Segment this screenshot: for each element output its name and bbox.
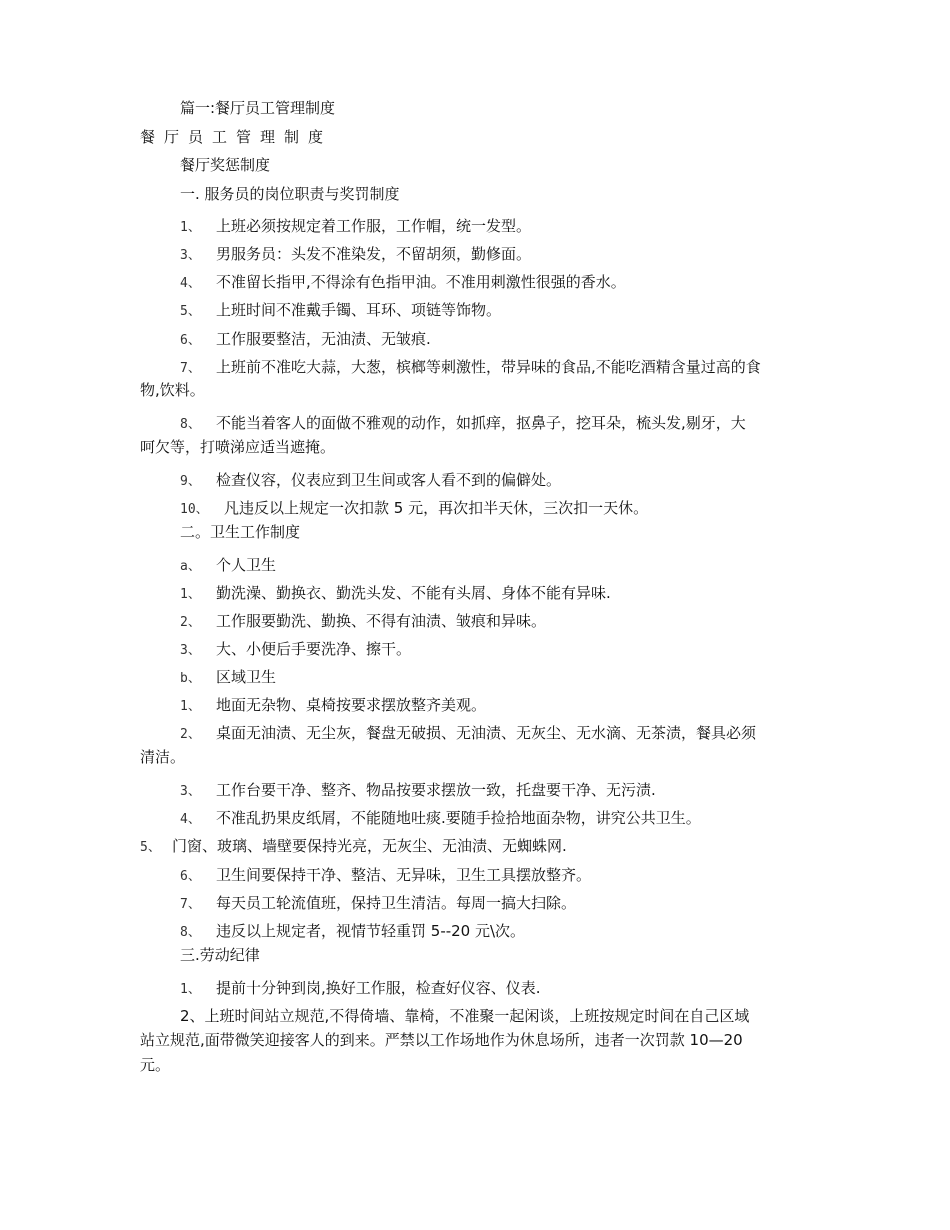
item-text: 工作服要勤洗、勤换、不得有油渍、皱痕和异味。 <box>216 612 547 630</box>
subsection-heading <box>180 667 276 689</box>
item-text: 每天员工轮流值班，保持卫生清洁。每周一搞大扫除。 <box>216 894 577 912</box>
list-item <box>180 329 431 351</box>
item-number: 4、 <box>180 276 201 291</box>
item-text: 男服务员：头发不准染发，不留胡须，勤修面。 <box>216 245 532 263</box>
item-text: 不准留长指甲,不得涂有色指甲油。不准用刺激性很强的香水。 <box>216 273 626 291</box>
item-text: 上班前不准吃大蒜，大葱，槟榔等刺激性，带异味的食品,不能吃酒精含量过高的食 <box>216 358 761 376</box>
item-number: 1、 <box>180 982 201 997</box>
document-subtitle: 餐厅奖惩制度 <box>180 156 271 174</box>
item-text: 门窗、玻璃、墙壁要保持光亮，无灰尘、无油渍、无蜘蛛网. <box>172 837 567 855</box>
item-text: 地面无杂物、桌椅按要求摆放整齐美观。 <box>216 696 487 714</box>
list-item <box>180 921 525 943</box>
list-item <box>180 583 611 605</box>
list-item <box>180 300 501 322</box>
item-number: 1、 <box>180 220 201 235</box>
item-number: 8、 <box>180 417 201 432</box>
subsection-heading <box>180 555 276 577</box>
item-number: 2、 <box>180 727 201 742</box>
list-item-continuation: 呵欠等，打喷涕应适当遮掩。 <box>140 438 336 456</box>
list-item-continuation: 物,饮料。 <box>140 381 205 399</box>
section-1-title: 一. 服务员的岗位职责与奖罚制度 <box>180 185 400 203</box>
item-number: 1、 <box>180 699 201 714</box>
list-item <box>140 836 567 858</box>
item-text: 凡违反以上规定一次扣款 5 元，再次扣半天休，三次扣一天休。 <box>224 499 649 517</box>
section-3-title: 三.劳动纪律 <box>180 946 260 964</box>
item-text: 工作台要干净、整齐、物品按要求摆放一致，托盘要干净、无污渍. <box>216 781 656 799</box>
item-text: 工作服要整洁，无油渍、无皱痕. <box>216 330 431 348</box>
document-title: 餐厅员工管理制度 <box>140 128 333 146</box>
item-text: 勤洗澡、勤换衣、勤洗头发、不能有头屑、身体不能有异味. <box>216 584 611 602</box>
item-number: 3、 <box>180 784 201 799</box>
item-number: 1、 <box>180 587 201 602</box>
list-item-continuation: 清洁。 <box>140 748 186 766</box>
list-item <box>180 611 546 633</box>
list-item <box>180 216 531 238</box>
item-number: 9、 <box>180 474 201 489</box>
list-item: 2、上班时间站立规范,不得倚墙、靠椅，不准聚一起闲谈，上班按规定时间在自己区域 <box>180 1007 750 1025</box>
item-number: a、 <box>180 559 201 574</box>
item-text: 桌面无油渍、无尘灰，餐盘无破损、无油渍、无灰尘、无水滴、无茶渍，餐具必须 <box>216 724 757 742</box>
item-text: 卫生间要保持干净、整洁、无异味，卫生工具摆放整齐。 <box>216 866 592 884</box>
item-text: 区域卫生 <box>216 668 277 686</box>
item-number: 2、 <box>180 615 201 630</box>
item-number: 7、 <box>180 897 201 912</box>
item-text: 检查仪容，仪表应到卫生间或客人看不到的偏僻处。 <box>216 471 562 489</box>
item-number: 10、 <box>180 502 209 517</box>
item-number: 3、 <box>180 248 201 263</box>
item-text: 大、小便后手要洗净、擦干。 <box>216 640 412 658</box>
item-number: 5、 <box>140 840 161 855</box>
item-text: 个人卫生 <box>216 556 277 574</box>
item-number: b、 <box>180 671 201 686</box>
section-2-title: 二。卫生工作制度 <box>180 523 301 541</box>
item-number: 3、 <box>180 643 201 658</box>
item-text: 不能当着客人的面做不雅观的动作，如抓痒，抠鼻子，挖耳朵，梳头发,剔牙，大 <box>216 414 746 432</box>
item-text: 提前十分钟到岗,换好工作服，检查好仪容、仪表. <box>216 979 541 997</box>
list-item <box>180 780 656 802</box>
list-item-continuation: 站立规范,面带微笑迎接客人的到来。严禁以工作场地作为休息场所，违者一次罚款 10—20 <box>140 1031 743 1049</box>
list-item <box>180 413 746 435</box>
list-item <box>180 695 486 717</box>
list-item <box>180 723 756 745</box>
item-text: 违反以上规定者，视情节轻重罚 5--20 元\次。 <box>216 922 526 940</box>
item-number: 6、 <box>180 869 201 884</box>
item-number: 4、 <box>180 812 201 827</box>
list-item <box>180 244 531 266</box>
list-item <box>180 498 648 520</box>
document-heading: 篇一:餐厅员工管理制度 <box>180 99 336 117</box>
item-text: 上班时间不准戴手镯、耳环、项链等饰物。 <box>216 301 502 319</box>
list-item <box>180 808 701 830</box>
item-text: 不准乱扔果皮纸屑，不能随地吐痰.要随手捡拾地面杂物，讲究公共卫生。 <box>216 809 701 827</box>
item-number: 7、 <box>180 361 201 376</box>
list-item <box>180 272 626 294</box>
list-item <box>180 978 541 1000</box>
list-item <box>180 865 591 887</box>
list-item <box>180 639 411 661</box>
item-number: 5、 <box>180 304 201 319</box>
item-text: 上班必须按规定着工作服，工作帽，统一发型。 <box>216 217 532 235</box>
item-number: 6、 <box>180 333 201 348</box>
list-item <box>180 357 761 379</box>
list-item <box>180 893 576 915</box>
list-item <box>180 470 561 492</box>
list-item-continuation: 元。 <box>140 1056 171 1074</box>
item-number: 8、 <box>180 925 201 940</box>
